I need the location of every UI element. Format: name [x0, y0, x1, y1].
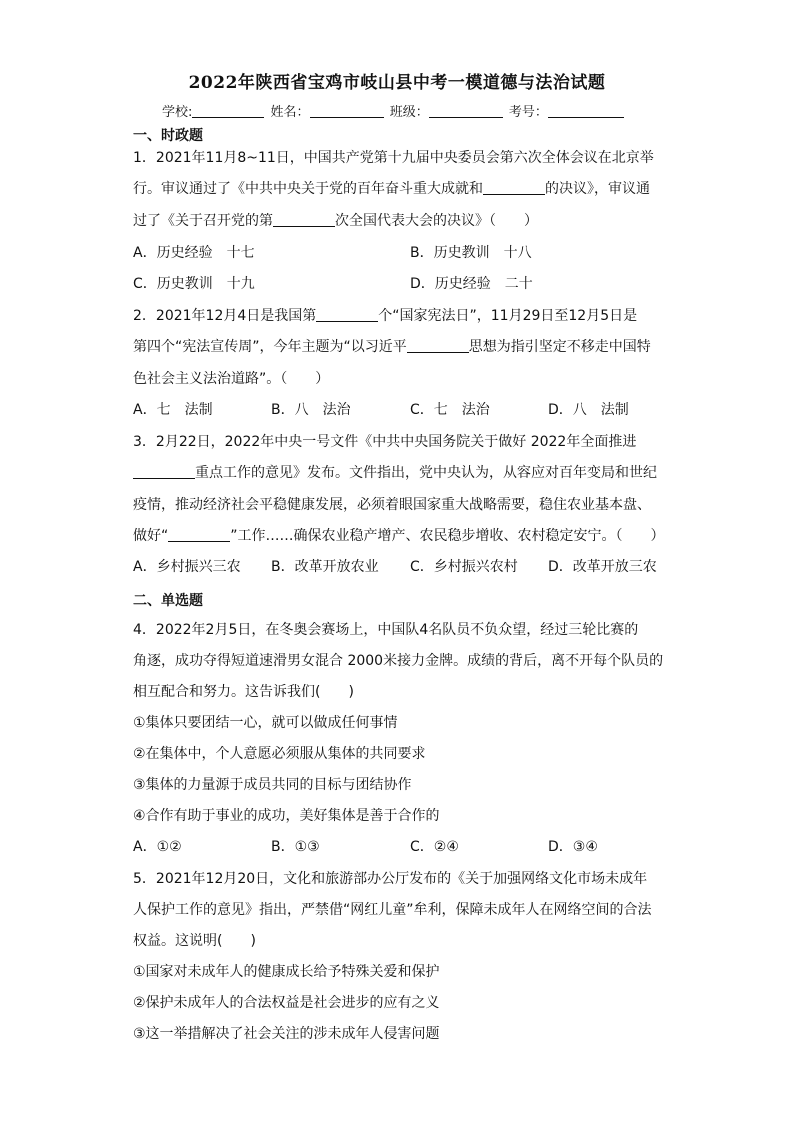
option-a[interactable]: A．历史经验 十七 [133, 245, 255, 261]
answer-blank [168, 541, 230, 542]
option-b[interactable]: B．历史教训 十八 [410, 245, 532, 261]
option-d[interactable]: D．八 法制 [548, 402, 629, 418]
option-a[interactable]: A．乡村振兴三农 [133, 559, 241, 575]
name-label: 姓名： [270, 105, 310, 120]
class-label: 班级： [389, 105, 429, 120]
question-text: 疫情，推动经济社会平稳健康发展，必须着眼国家重大战略需要，稳住农业基本盘、 [133, 497, 651, 513]
option-d[interactable]: D．历史经验 二十 [410, 276, 533, 292]
question-text: 权益。这说明( ) [133, 933, 256, 949]
answer-blank [483, 194, 545, 195]
answer-blank [316, 321, 378, 322]
student-info-line [162, 101, 626, 120]
question-text: 行。审议通过了《中共中央关于党的百年奋斗重大成就和 的决议》，审议通 [133, 181, 650, 197]
section-heading: 二、单选题 [133, 593, 203, 609]
question-text: 角逐，成功夺得短道速滑男女混合 2000米接力金牌。成绩的背后，离不开每个队员的 [133, 653, 664, 669]
question-text: 人保护工作的意见》指出，严禁借“网红儿童”牟利，保障未成年人在网络空间的合法 [133, 902, 652, 918]
question-text: 2．2021年12月4日是我国第 个“国家宪法日”，11月29日至12月5日是 [133, 308, 638, 324]
answer-blank [273, 226, 335, 227]
school-blank[interactable] [192, 117, 264, 118]
exam-no-blank[interactable] [548, 117, 624, 118]
statement-item: ②在集体中，个人意愿必须服从集体的共同要求 [133, 746, 426, 762]
class-blank[interactable] [429, 117, 503, 118]
option-c[interactable]: C．七 法治 [410, 402, 490, 418]
question-text: 5．2021年12月20日，文化和旅游部办公厅发布的《关于加强网络文化市场未成年 [133, 871, 648, 887]
option-b[interactable]: B．八 法治 [271, 402, 351, 418]
name-blank[interactable] [310, 117, 384, 118]
statement-item: ③这一举措解决了社会关注的涉未成年人侵害问题 [133, 1026, 440, 1042]
answer-blank [407, 352, 469, 353]
question-text: 相互配合和努力。这告诉我们( ) [133, 684, 354, 700]
question-text: 过了《关于召开党的第 次全国代表大会的决议》（ ） [133, 213, 538, 229]
question-text: 做好“ ”工作……确保农业稳产增产、农民稳步增收、农村稳定安宁。（ ） [133, 528, 665, 544]
option-c[interactable]: C．历史教训 十九 [133, 276, 255, 292]
option-d[interactable]: D．③④ [548, 839, 598, 855]
statement-item: ③集体的力量源于成员共同的目标与团结协作 [133, 777, 412, 793]
question-text: 1．2021年11月8~11日，中国共产党第十九届中央委员会第六次全体会议在北京举 [133, 150, 654, 166]
statement-item: ④合作有助于事业的成功，美好集体是善于合作的 [133, 808, 440, 824]
option-c[interactable]: C．乡村振兴农村 [410, 559, 518, 575]
question-text: 重点工作的意见》发布。文件指出，党中央认为，从容应对百年变局和世纪 [133, 464, 657, 482]
statement-item: ①集体只要团结一心，就可以做成任何事情 [133, 715, 398, 731]
statement-item: ①国家对未成年人的健康成长给予特殊关爱和保护 [133, 964, 440, 980]
exam-no-label: 考号： [508, 105, 548, 120]
answer-blank [133, 478, 195, 479]
section-heading: 一、时政题 [133, 128, 203, 144]
school-label: 学校: [162, 105, 193, 120]
option-b[interactable]: B．①③ [271, 839, 320, 855]
question-text: 色社会主义法治道路”。（ ） [133, 371, 330, 387]
question-text: 第四个“宪法宣传周”，今年主题为“以习近平 思想为指引坚定不移走中国特 [133, 339, 651, 355]
option-d[interactable]: D．改革开放三农 [548, 559, 657, 575]
question-text: 3．2月22日，2022年中央一号文件《中共中央国务院关于做好 2022年全面推进 [133, 434, 637, 450]
option-a[interactable]: A．七 法制 [133, 402, 213, 418]
option-c[interactable]: C．②④ [410, 839, 459, 855]
option-a[interactable]: A．①② [133, 839, 182, 855]
option-b[interactable]: B．改革开放农业 [271, 559, 379, 575]
page-title: 2022年陕西省宝鸡市岐山县中考一模道德与法治试题 [188, 73, 606, 93]
statement-item: ②保护未成年人的合法权益是社会进步的应有之义 [133, 995, 440, 1011]
question-text: 4．2022年2月5日，在冬奥会赛场上，中国队4名队员不负众望，经过三轮比赛的 [133, 622, 639, 638]
